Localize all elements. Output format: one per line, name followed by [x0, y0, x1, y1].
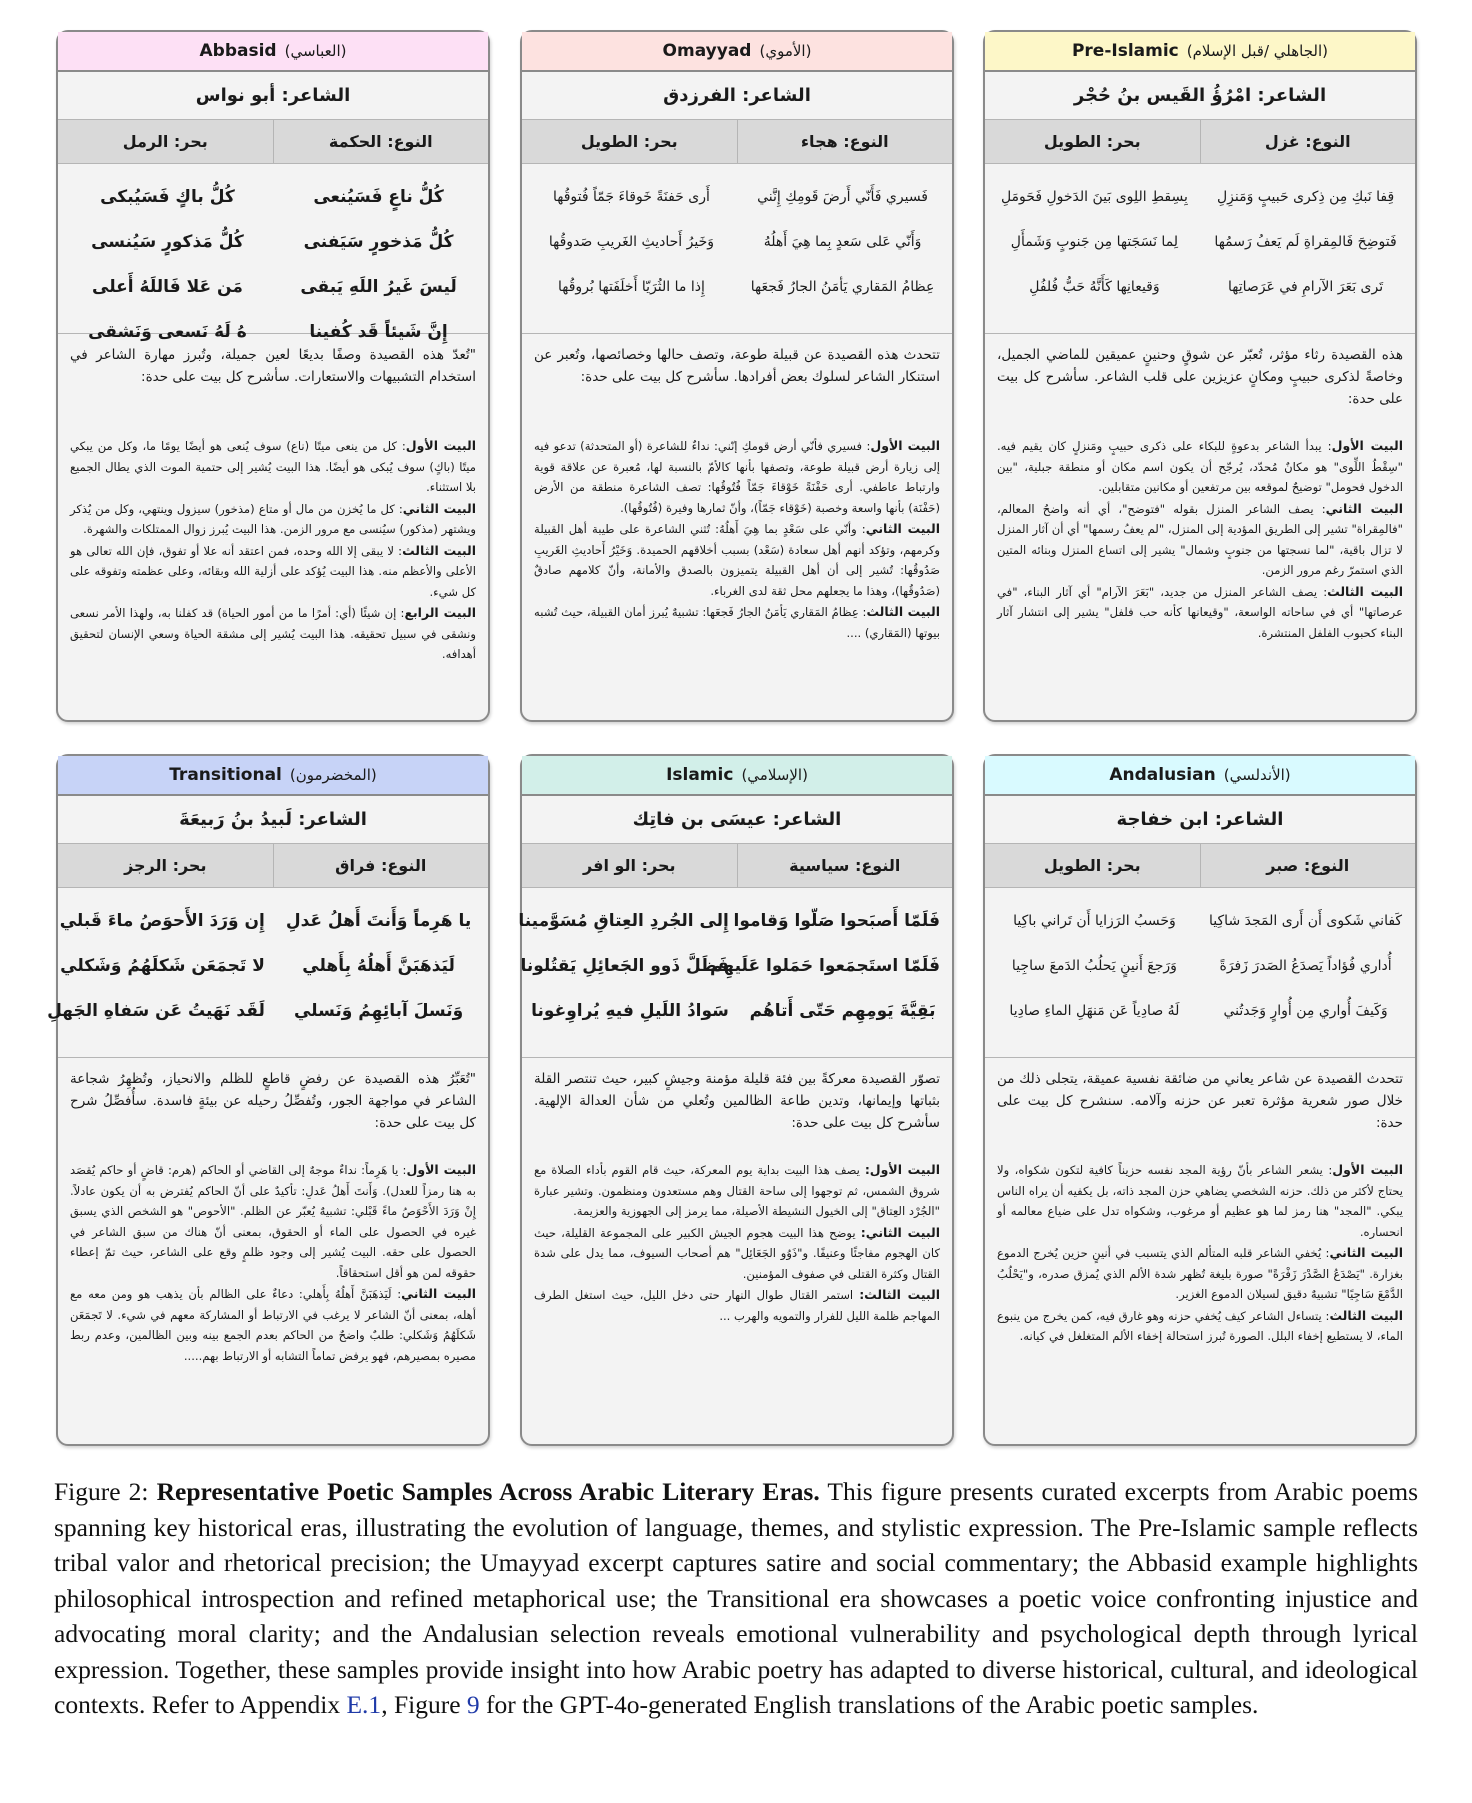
verse-explanation [997, 1306, 1403, 1347]
verse-row [70, 174, 476, 219]
verse-first-hemistich: فَلَمّا أَصبَحوا صَلّوا وَقاموا [733, 910, 940, 931]
verse-explanation-label: البيت الأول: [864, 1162, 941, 1177]
poet-name: الشاعر: عيسَى بن فاتِك [522, 796, 952, 844]
verse-row [997, 988, 1403, 1033]
verse-explanation [70, 1160, 476, 1283]
verse-second-hemistich: لا تَجمَعَن شَكلَهُمُ وَشَكلي [60, 955, 265, 976]
verses-block [985, 164, 1415, 334]
verse-first-hemistich: لَيَذهَبَنَّ أَهلُهُ بِأَهلي [302, 955, 455, 976]
verse-first-hemistich: أُداري فُؤاداً يَصدَعُ الصَدرَ زَفرَةً [1219, 957, 1392, 974]
poem-intro: تصوّر القصيدة معركةً بين فئة قليلة مؤمنة وجيشٍ كبير، حيث تنتصر القلة بثباتها وإيمانها، وتدين طاعة الظالمين وتُعلي من شأن العدالة الإلهية. سأشرح كل بيت على حدة: [534, 1071, 940, 1131]
verse-explanation-label: البيت الثالث [1329, 1307, 1403, 1323]
verse-first-hemistich: تَرى بَعَرَ الآرامِ في عَرَصاتِها [1227, 278, 1384, 295]
verse-explanation-text: : لا يبقى إلا الله وحده، فمن اعتقد أنه علا أو تفوق، فإن الله تعالى هو الأعلى والأعظم منه. هذا البيت يُؤكد على أزلية الله وبقائه، وعلى عظمته وتفوقه على كل شيء. [70, 543, 476, 599]
verse-row [70, 219, 476, 264]
verse-second-hemistich: إِذا ما الثُرَيّا أَخلَفَتها بُروقُها [558, 278, 705, 295]
era-name-ar: (الأموي) [759, 42, 812, 60]
caption-prefix: Figure 2: [54, 1477, 157, 1506]
verse-explanation [534, 602, 940, 643]
verse-explanation [997, 582, 1403, 644]
verse-explanation-text: : يتساءل الشاعر كيف يُخفي حزنه وهو غارق فيه، كمن يخرج من ينبوع الماء، لا يستطيع إخفاء البلل. الصورة تُبرز استحالة إخفاء الألم المتغلغل في كيانه. [997, 1308, 1403, 1343]
verse-second-hemistich: سَوادُ اللَيلِ فيهِ يُراوِغونا [531, 1000, 729, 1021]
poem-intro: "تُعدّ هذه القصيدة وصفًا بديعًا لعين جميلة، وتُبرز مهارة الشاعر في استخدام التشبيهات والاستعارات. سأشرح كل بيت على حدة: [70, 347, 476, 385]
verse-explanation-label: البيت الثاني [1325, 500, 1403, 516]
verse-explanation-label: البيت الأول [1331, 438, 1403, 453]
verse-second-hemistich: بِسِقطِ اللِوى بَينَ الدَخولِ فَحَومَلِ [1000, 188, 1188, 205]
verse-explanation-text: يوضح هذا البيت هجوم الجيش الكبير على المجموعة القليلة، حيث كان الهجوم مفاجئًا وعنيفًا. و"ذَوُو الجَعَائِل" هم أصحاب السيوف، مما يدل على شدة القتال وكثرة القتلى في صفوف المؤمنين. [534, 1225, 940, 1281]
verse-explanation-text: : كل من ينعى ميتًا (ناع) سوف يُنعى هو أيضًا يومًا ما، وكل من يبكي ميتًا (باكٍ) سوف يُبكى هو أيضًا. هذا البيت يُشير إلى حتمية الموت الذي يطال الجميع بلا استثناء. [70, 439, 476, 494]
era-header [522, 32, 952, 72]
verse-row [534, 174, 940, 219]
verse-explanation-label: البيت الأول [1332, 1162, 1403, 1177]
verse-row [47, 988, 476, 1033]
era-name-en: Transitional [169, 765, 282, 785]
poem-meter: بحر: الطويل [580, 132, 678, 151]
era-card-abbasid [56, 30, 490, 722]
verse-second-hemistich: مَن عَلا فَاللَهُ أَعلى [92, 276, 243, 297]
verse-explanation-label: البيت الثاني [401, 1286, 476, 1301]
poem-intro: تتحدث القصيدة عن شاعر يعاني من ضائقة نفسية عميقة، يتجلى ذلك من خلال صور شعرية مؤثرة تعبر عن حزنه وآلامه. سنشرح كل بيت على حدة: [997, 1071, 1403, 1131]
verse-explanations [58, 432, 488, 665]
verse-explanation-text: : يُخفي الشاعر قلبه المتألم الذي يتسبب في أنينٍ حزين يُخرج الدموع بغزارة. "يَصْدَعُ الصَّدْرَ زَفْرَةً" صورة بليغة تُظهر شدة الألم الذي يُمزق صدره، و"يَحْلُبُ الدَّمْعَ سَاجِيًا" تشبيهٌ دقيق لسيلان الدموع الغزير. [997, 1246, 1403, 1301]
era-name-en: Pre-Islamic [1071, 41, 1179, 61]
verse-explanations [985, 432, 1415, 643]
verse-explanation-text: : وأنّي على سَعْدٍ بما هِيَ أَهلُهُ: تُثني الشاعرة على طيبة أهل القبيلة وكرمهم، وتؤكد أنهم أهل سعادة (سَعْد) بسبب أخلاقهم الحميدة. وَخَيْرُ أَحاديثِ الغَريبِ صَدُوقُها: تُشير إلى أن أهل القبيلة يتميزون بالصدق والأمانة، وأنّ كلامهم صادقٌ (صَدُوقُها)، وهذا ما يجعلهم محل ثقة لدى الغرباء. [534, 522, 940, 598]
verse-row [534, 264, 940, 309]
verse-row [997, 898, 1403, 943]
poem-type: النوع: الحكمة [273, 120, 489, 163]
verse-first-hemistich: كَفاني شَكوى أَن أَرى المَجدَ شاكِيا [1209, 912, 1403, 929]
verse-explanation-label: البيت الأول [406, 1162, 476, 1177]
poem-type: النوع: فراق [273, 844, 489, 887]
verse-explanation-label: البيت الرابع [404, 605, 477, 620]
verse-row [997, 943, 1403, 988]
era-name-en: Abbasid [199, 41, 277, 61]
verse-second-hemistich: لَهُ صادِياً عَن مَنهَلِ الماءِ صادِيا [1009, 1002, 1180, 1019]
era-name-en: Andalusian [1109, 765, 1216, 785]
poem-meter: بحر: الو افر [583, 856, 676, 875]
poem-intro: تتحدث هذه القصيدة عن قبيلة طوعة، وتصف حالها وخصائصها، وتُعبر عن استنكار الشاعر لسلوك بعض أفرادها. سأشرح كل بيت على حدة: [534, 347, 940, 385]
verse-explanation-label: البيت الثالث [402, 542, 477, 558]
verse-explanation [70, 541, 476, 603]
poem-meter: بحر: الرجز [124, 856, 207, 875]
era-card-omayyad [520, 30, 954, 722]
verse-explanation [997, 436, 1403, 498]
caption-title: Representative Poetic Samples Across Arabic Literary Eras. [156, 1477, 820, 1506]
verse-explanation-text: : يصف الشاعر المنزل بقوله "فتوضح"، أي أنه واضحُ المعالم، "فالمِقراة" تشير إلى الطريق المؤدية إلى المنزل، "لم يعفُ رسمها" أي أن آثار المنزل لا تزال باقية، "لما نسجتها من جنوبٍ وشمال" يشير إلى اتساع المنزل وبنائه المتين الذي استمرّ رغم مرور الزمن. [997, 501, 1403, 577]
verse-first-hemistich: قِفا نَبكِ مِن ذِكرى حَبيبٍ وَمَنزِلِ [1216, 188, 1395, 205]
verse-explanation-text: : يا هَرِماً: نداءٌ موجهٌ إلى القاضي أو الحاكم (هرم: قاضٍ أو حاكم يُقصَد به هنا رمزاً للعدل). وَأَنتَ أَهلُ عَدلِ: تأكيدٌ على أنّ الحاكم يُفترض به أن يكون عادلاً. إِنْ وَرَدَ الأَحْوَصُ ماءً قَبْلي: تشبيهٌ يُعبّر عن الظلم. "الأحوص" هو الشخص الذي يسبق غيره في الحصول على الماء أو الحقوق، بمعنى أنّ هناك من سبق الشاعر في الحصول على حقه. البيت يُشير إلى وجود ظلمٍ وقع على الشاعر، حيث تمّ إعطاء حقوقه لمن هو أقل استحقاقاً. [70, 1163, 476, 1280]
verse-explanation-text: يصف هذا البيت بداية يوم المعركة، حيث قام القوم بأداء الصلاة مع شروق الشمس، ثم توجهوا إلى ساحة القتال وهم مستعدون ومنظمون. وتشير عبارة "الجُرْد العِتاق" إلى الخيول النشيطة الأصيلة، مما يرمز إلى الجهوزية والعزيمة. [534, 1163, 940, 1218]
era-card-preislamic [983, 30, 1417, 722]
verse-first-hemistich: بَقِيَّةَ يَومِهِم حَتّى أَتاهُم [749, 1000, 936, 1021]
verse-explanation-text: استمر القتال طوال النهار حتى دخل الليل، حيث استغل الطرف المهاجم ظلمة الليل للفرار والتمويه والهرب ... [534, 1288, 940, 1323]
caption-body: This figure presents curated excerpts from Arabic poems spanning key historical eras, illustrating the evolution of language, themes, and stylistic expression. The Pre-Islamic sample reflects tribal valor and rhetorical precision; the Umayyad excerpt captures satire and social commentary; the Abbasid example highlights philosophical introspection and refined metaphorical use; the Transitional era showcases a poetic voice confronting injustice and advocating moral clarity; and the Andalusian selection reveals emotional vulnerability and psychological depth through lyrical expression. Together, these samples provide insight into how Arabic poetry has adapted to diverse historical, cultural, and ideological contexts. Refer to Appendix [54, 1477, 1418, 1719]
appendix-link[interactable]: E.1 [346, 1690, 382, 1719]
verse-first-hemistich: فَلَمّا استَجمَعوا حَمَلوا عَلَيهِم [710, 955, 940, 976]
era-name-en: Omayyad [662, 41, 752, 61]
verse-explanation-text: : يصف الشاعر المنزل من جديد، "بَعَرَ الآرام" أي آثار البناء، "في عرصاتها" أي في ساحاته الواسعة، "وقيعانها كأنه حب فلفل" يشير إلى انتشار آثار البناء كحبوب الفلفل المنتشرة. [997, 584, 1403, 640]
era-name-ar: (الإسلامي) [741, 766, 808, 784]
verse-second-hemistich: كُلُّ مَذكورٍ سَيُنسى [91, 231, 244, 252]
verse-first-hemistich: عِظامُ المَقاري يَأمَنُ الجارُ فَجعَها [750, 278, 935, 295]
verse-explanation [997, 499, 1403, 581]
verse-explanation-label: البيت الثالث [866, 604, 940, 619]
verse-explanation [997, 1160, 1403, 1242]
verse-second-hemistich: وَرَجعَ أَنينٍ يَحلُبُ الدَمعَ ساجِيا [1011, 957, 1177, 974]
verse-explanations [522, 432, 952, 643]
verse-explanation-label: البيت الثاني [865, 521, 940, 536]
verse-row [59, 898, 476, 943]
poem-type: النوع: غزل [1200, 120, 1416, 163]
poem-meter: بحر: الطويل [1043, 856, 1141, 875]
era-name-en: Islamic [666, 765, 734, 785]
poem-type: النوع: سياسية [737, 844, 953, 887]
era-card-andalusian [983, 754, 1417, 1446]
verse-explanation-label: البيت الثالث [1327, 583, 1404, 599]
verse-row [518, 898, 940, 943]
verse-explanation-label: البيت الثاني: [860, 1224, 940, 1240]
era-name-ar: (الجاهلي /قبل الإسلام) [1186, 42, 1329, 60]
verse-explanation [534, 519, 940, 601]
verse-first-hemistich: فَتوضِحَ فَالمِقراةِ لَم يَعفُ رَسمُها [1214, 233, 1397, 250]
poet-name: الشاعر: امْرُؤُ القَيس بنُ حُجْر [985, 72, 1415, 120]
era-header [985, 756, 1415, 796]
verse-second-hemistich: هُ لَهُ نَسعى وَنَشقى [88, 321, 247, 342]
era-name-ar: (العباسي) [284, 42, 347, 60]
verse-second-hemistich: وَحَسبُ الرَزايا أَن تَراني باكِيا [1013, 912, 1176, 929]
verse-explanation-label: البيت الأول [405, 438, 476, 453]
verse-explanation-label: البيت الثاني [1329, 1245, 1403, 1260]
verse-first-hemistich: وَنَسلَ آبائِهِمُ وَنَسلي [293, 1000, 464, 1021]
verse-explanation-text: : يبدأ الشاعر بدعوةٍ للبكاء على ذكرى حبيبٍ ومَنزلٍ كان يقيم فيه. "سِقْطُ اللِّوى" هو مكانٌ مُحدّد، يُرجّح أن يكون اسم مكان أو منطقة جبلية، "بين الدخول فحومل" توضيحٌ لموقعه بين مرتفعين أو مكانين متقابلين. [997, 439, 1403, 494]
verse-explanation [70, 603, 476, 665]
poet-name: الشاعر: لَبيدُ بنُ رَبيعَةَ [58, 796, 488, 844]
verses-block [985, 888, 1415, 1058]
verse-row [70, 264, 476, 309]
verse-explanations [522, 1156, 952, 1326]
verse-second-hemistich: وَقيعانِها كَأَنَّهُ حَبُّ فُلفُلِ [1029, 278, 1160, 295]
verse-second-hemistich: إِلى الجُردِ العِتاقِ مُسَوَّمينا [518, 910, 729, 931]
verse-first-hemistich: لَيسَ غَيرُ اللَهِ يَبقى [300, 276, 457, 297]
poet-name: الشاعر: الفرزدق [522, 72, 952, 120]
verse-explanation [534, 1223, 940, 1285]
verse-second-hemistich: لِما نَسَجَتها مِن جَنوبٍ وَشَمأَلِ [1010, 233, 1179, 250]
verse-explanations [985, 1156, 1415, 1347]
verse-explanation [70, 436, 476, 498]
verse-first-hemistich: كُلُّ ناعٍ فَسَيُنعى [313, 186, 444, 207]
verse-first-hemistich: وَكَيفَ أُواري مِن أُوارٍ وَجَدتُني [1223, 1002, 1388, 1019]
poem-meta-row [985, 844, 1415, 888]
verse-first-hemistich: يا هَرِماً وَأَنتَ أَهلُ عَدلِ [285, 910, 472, 931]
figure-link[interactable]: 9 [466, 1690, 480, 1719]
verse-row [520, 943, 940, 988]
verse-explanation-text: : إن شيئًا (أي: أمرًا ما من أمور الحياة) قد كفلنا به، ولهذا الأمر نسعى ونشقى في سبيل تحقيقه. هذا البيت يُشير إلى مشقة الحياة وسعي الإنسان لتحقيق أهدافه. [70, 606, 476, 661]
verse-second-hemistich: لَقَد نَهَيتُ عَن سَفاهِ الجَهلِ [47, 1000, 265, 1021]
poem-meter: بحر: الرمل [122, 132, 208, 151]
verse-first-hemistich: كُلُّ مَذخورٍ سَيَفنى [303, 231, 454, 252]
era-header [522, 756, 952, 796]
verse-explanation-text: : فسيري فأنّي أرض قومكِ إنّني: نداءٌ للشاعرة (أو المتحدثة) تدعو فيه إلى زيارة أرض قبيلة طوعة، وتصفها بأنها كالأمّ بالنسبة لها، مُعبرة عن علاقة قوية وارتباط عاطفي. أرى حَفْنَةً خَوْقاءَ جَمّاً فُتُوقُها: تصف الشاعرة منطقة من الأرض (حَفْنَة) بأنها واسعة وخصبة (خَوْقاء جَمّاً)، وأنّ ثمارها وفيرة (فُتُوقُها). [534, 439, 940, 515]
verse-explanation-text: : كل ما يُخزن من مال أو متاع (مذخور) سيزول وينتهي، وكل من يُذكر ويشتهر (مذكور) سيُنسى مع مرور الزمن. هذا البيت يُبرز زوال الممتلكات والشهرة. [70, 501, 476, 536]
verse-explanation [534, 1285, 940, 1326]
verse-explanation [70, 499, 476, 540]
verses-block [47, 888, 488, 1058]
era-header [58, 756, 488, 796]
verse-explanation-label: البيت الثاني [402, 500, 477, 516]
era-header [58, 32, 488, 72]
verse-second-hemistich: وَخَيرُ أَحاديثِ الغَريبِ صَدوقُها [548, 233, 714, 250]
era-card-transitional [47, 754, 490, 1446]
poet-name: الشاعر: ابن خفاجة [985, 796, 1415, 844]
poem-type: النوع: هجاء [737, 120, 953, 163]
verse-second-hemistich: فَظَلَّ ذَوو الجَعائِلِ يَقتُلونا [520, 955, 729, 976]
verse-explanation-label: البيت الثالث: [859, 1287, 941, 1302]
verse-second-hemistich: كُلُّ باكٍ فَسَيُبكى [100, 186, 235, 207]
verse-explanation-label: البيت الأول [870, 438, 940, 453]
verse-first-hemistich: فَسيري فَأَنّي أَرضَ قَومِكِ إِنَّني [757, 188, 929, 205]
verses-block [58, 164, 488, 342]
poem-type: النوع: صبر [1200, 844, 1416, 887]
poem-meta-row [522, 844, 952, 888]
verses-block [522, 164, 952, 334]
verse-row [531, 988, 940, 1033]
verse-second-hemistich: أَرى حَفنَةً خَوقاءَ جَمّاً فُتوقُها [552, 188, 710, 205]
caption-end: for the GPT-4o-generated English translations of the Arabic poetic samples. [479, 1690, 1259, 1719]
poem-meter: بحر: الطويل [1043, 132, 1141, 151]
poet-name: الشاعر: أبو نواس [58, 72, 488, 120]
verse-explanations [58, 1156, 488, 1366]
poem-meta-row [985, 120, 1415, 164]
verse-explanation [997, 1243, 1403, 1305]
poem-meta-row [58, 120, 488, 164]
verse-explanation-text: : يشعر الشاعر بأنّ رؤية المجد نفسه حزيناً كافية لتكون شكواه، ولا يحتاج لأكثر من ذلك. حزنه الشخصي يضاهي حزن المجد ذاته، بل يكفيه أن يراه الناس يبكي. "المجد" هنا رمز لما هو عظيم أو مرغوب، وشكواه تدل على ضياع معالمه أو انحساره. [997, 1163, 1403, 1239]
verses-block [518, 888, 952, 1058]
era-header [985, 32, 1415, 72]
era-card-islamic [520, 754, 954, 1446]
poem-meta-row [522, 120, 952, 164]
verse-first-hemistich: إِنَّ شَيئاً قَد كُفينا [309, 321, 448, 342]
era-name-ar: (المخضرمون) [289, 766, 377, 784]
verse-row [60, 943, 476, 988]
verse-row [997, 174, 1403, 219]
caption-mid: , Figure [381, 1690, 467, 1719]
verse-explanation [534, 436, 940, 518]
verse-row [534, 219, 940, 264]
verse-row [997, 219, 1403, 264]
verse-explanation-text: : لَيَذهَبَنَّ أَهلُهُ بِأَهلي: دعاءٌ على الظالم بأن يذهب هو ومن معه مع أهله، بمعنى أنّ الشاعر لا يرغب في الارتباط أو المشاركة معهم في شيء. لا تَجمَعَن شَكلَهُمُ وَشَكلي: طلبٌ واضحٌ من الحاكم بعدم الجمع بينه وبين الظالمين، وعدم ربط مصيره بمصيرهم، فهو يرفض تماماً التشابه أو الارتباط بهم..... [70, 1287, 476, 1363]
verse-row [997, 264, 1403, 309]
poem-intro: هذه القصيدة رثاء مؤثر، تُعبّر عن شوقٍ وحنينٍ عميقين للماضي الجميل، وخاصةً لذكرى حبيبٍ ومكانٍ عزيزين على قلب الشاعر. سأشرح كل بيت على حدة: [997, 347, 1403, 407]
verse-explanation [534, 1160, 940, 1222]
verse-first-hemistich: وَأَنّي عَلى سَعدٍ بِما هِيَ أَهلُهُ [763, 233, 922, 250]
poem-intro: "تُعَبِّرُ هذه القصيدة عن رفضٍ قاطعٍ للظلم والانحياز، وتُظهِرُ شجاعة الشاعر في مواجهة الجور، وتُفصِّلُ رحيله عن بيئةٍ فاسدة. سأُفصِّلُ شرح كل بيت على حدة: [70, 1071, 476, 1131]
verse-second-hemistich: إِن وَرَدَ الأَحوَصُ ماءَ قَبلي [59, 910, 265, 931]
era-name-ar: (الأندلسي) [1223, 766, 1291, 784]
poem-meta-row [58, 844, 488, 888]
figure-caption [54, 1474, 1418, 1723]
verse-explanation-text: : عِظامُ المَقاري يَأمَنُ الجارُ فَجعَها: تشبيهٌ يُبرز أمان القبيلة، حيث تُشبه بيوتها (المَقاري) .... [534, 605, 940, 640]
verse-explanation [70, 1284, 476, 1366]
